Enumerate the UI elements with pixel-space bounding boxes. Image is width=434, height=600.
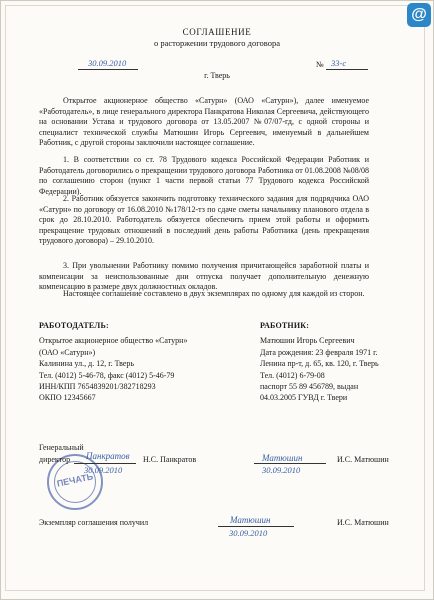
- copy-employee-name: И.С. Матюшин: [337, 518, 389, 527]
- employer-line: (ОАО «Сатурн»): [39, 347, 96, 357]
- employer-line: Открытое акционерное общество «Сатурн»: [39, 336, 188, 346]
- document-date: 30.09.2010: [88, 58, 127, 68]
- employee-heading: РАБОТНИК:: [260, 321, 310, 330]
- employer-line: ИНН/КПП 7654839201/382718293: [39, 382, 156, 392]
- closing-paragraph: Настоящее соглашение составлено в двух экземплярах по одному для каждой из сторон.: [63, 289, 365, 298]
- director-signature: Панкратов: [86, 451, 130, 461]
- document-subtitle: о расторжении трудового договора: [153, 38, 280, 48]
- employee-signature: Матюшин: [262, 453, 303, 463]
- document-title: СОГЛАШЕНИЕ: [182, 27, 252, 37]
- copy-sign-line: [218, 526, 294, 527]
- document-city: г. Тверь: [204, 71, 230, 80]
- employee-block: [260, 320, 379, 404]
- director-title-line1: Генеральный: [39, 443, 84, 452]
- document-number: 33-с: [331, 58, 347, 68]
- employee-line: Тел. (4012) 6-79-08: [260, 370, 325, 380]
- date-underline: [78, 69, 138, 70]
- employer-line: Калинина ул., д. 12, г. Тверь: [39, 359, 135, 369]
- clause-3: 3. При увольнении Работнику помимо получения причитающейся заработной платы и компенсации за неиспользованные дни отпуска получает дополнительную денежную компенсацию в размере двух должностных окладов.: [39, 261, 369, 292]
- employee-line: Ленина пр-т, д. 65, кв. 120, г. Тверь: [260, 359, 379, 369]
- employer-block: [39, 320, 187, 404]
- employee-sign-line: [254, 463, 326, 464]
- intro-paragraph: Открытое акционерное общество «Сатурн» (ОАО «Сатурн»), далее именуемое «Работодатель», в лице генерального директора Панкратова Николая Сергеевича, действующего на основании Устава и трудового договора от 13.05.2007 №07/07-гд, с одной стороны и специалист технической службы Матюшин Игорь Сергеевич, именуемый в дальнейшем Работник, с другой стороны заключили настоящее соглашение.: [39, 96, 369, 148]
- number-underline: [326, 69, 368, 70]
- director-title-line2: директор: [39, 455, 71, 464]
- copy-sign-date: 30.09.2010: [229, 528, 268, 538]
- employee-line: Дата рождения: 23 февраля 1971 г.: [260, 347, 378, 357]
- number-label: №: [316, 60, 324, 69]
- director-sign-line: [74, 463, 136, 464]
- director-name: Н.С. Панкратов: [143, 455, 197, 464]
- seal-text: ПЕЧАТЬ: [55, 471, 95, 489]
- employer-line: Тел. (4012) 5-46-78, факс (4012) 5-46-79: [39, 370, 175, 380]
- clause-2: 2. Работник обязуется закончить подготовку технического задания для подрядчика ОАО «Сатурн» по договору от 16.08.2010 №178/12-тз по сдаче сметы начальнику планового отдела в срок до 28.10.2010. Работодатель обязуется обеспечить прием этой работы и оформить прекращение трудовых отношений в последний день работы Работника (день прекращения трудового договора) – 29.10.2010.: [39, 194, 369, 246]
- director-sign-date: 30.09.2010: [84, 465, 123, 475]
- employer-line: ОКПО 12345667: [39, 393, 96, 403]
- at-sign-icon[interactable]: @: [407, 3, 431, 27]
- clause-1: 1. В соответствии со ст. 78 Трудового кодекса Российской Федерации Работник и Работодатель договорились о прекращении трудового договора Работника от 01.08.2008 №08/08 по соглашению сторон (пункт 1 части первой статьи 77 Трудового кодекса Российской Федерации).: [39, 155, 369, 196]
- employee-name: И.С. Матюшин: [337, 455, 389, 464]
- copy-signature: Матюшин: [230, 515, 271, 525]
- employee-sign-date: 30.09.2010: [262, 465, 301, 475]
- employer-heading: РАБОТОДАТЕЛЬ:: [39, 321, 109, 330]
- employee-line: 04.03.2005 ГУВД г. Твери: [260, 393, 348, 403]
- copy-received-label: Экземпляр соглашения получил: [39, 518, 149, 527]
- employee-line: Матюшин Игорь Сергеевич: [260, 336, 355, 346]
- employee-line: паспорт 55 89 456789, выдан: [260, 382, 359, 392]
